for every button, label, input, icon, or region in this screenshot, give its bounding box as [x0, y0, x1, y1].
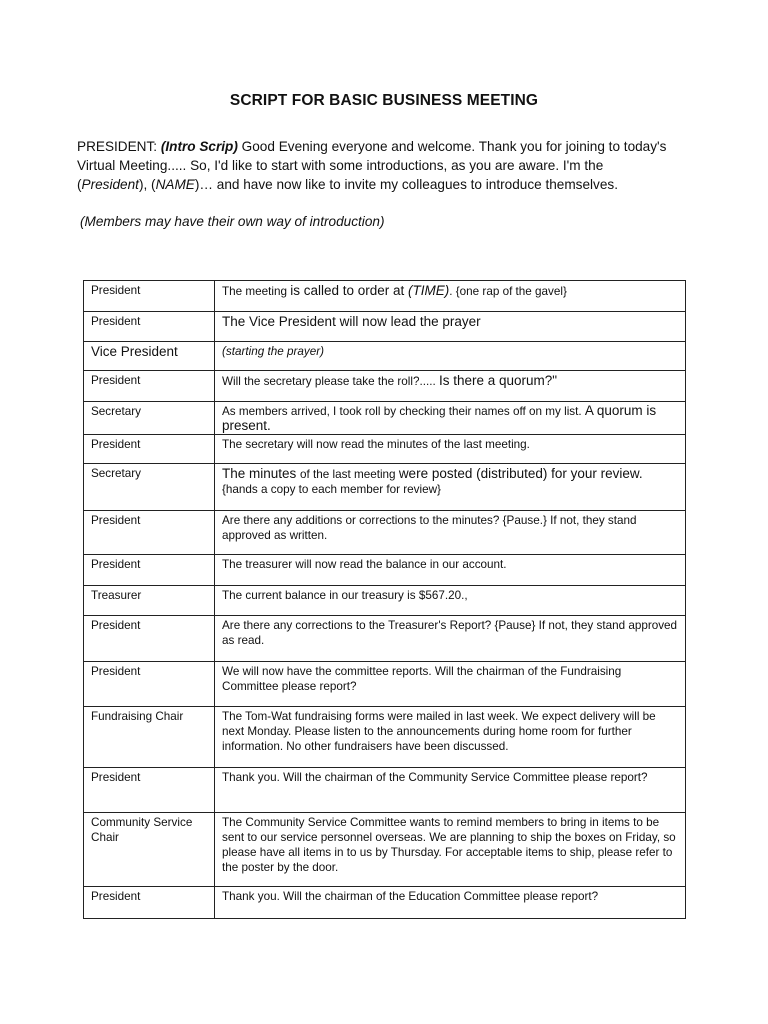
role-cell: President [84, 887, 215, 919]
table-row [84, 435, 686, 464]
intro-paragraph [77, 137, 697, 194]
role-cell: President [84, 511, 215, 555]
line-cell [215, 342, 686, 371]
line-cell: The secretary will now read the minutes of the last meeting. [215, 435, 686, 464]
line-cell: The Tom-Wat fundraising forms were mailed in last week. We expect delivery will be next Monday. Please listen to the announcements during home room for further information. No other fundraisers have been discussed. [215, 707, 686, 768]
table-row [84, 662, 686, 707]
intro-president: President [81, 177, 139, 192]
line-text: is called to order at [290, 283, 409, 298]
role-cell: President [84, 768, 215, 813]
line-cell: Are there any additions or corrections to the minutes? {Pause.} If not, they stand approved as written. [215, 511, 686, 555]
line-cell [215, 281, 686, 312]
line-text: A quorum is present. [222, 403, 657, 433]
table-row [84, 511, 686, 555]
role-cell: Treasurer [84, 586, 215, 616]
intro-name: NAME [155, 177, 195, 192]
table-row [84, 464, 686, 511]
line-text: The meeting [222, 285, 291, 298]
role-cell: President [84, 435, 215, 464]
table-row [84, 281, 686, 312]
role-cell: President [84, 371, 215, 402]
line-cell [215, 464, 686, 511]
line-text: The minutes [222, 466, 301, 481]
line-text: {hands a copy to each member for review} [222, 483, 441, 496]
table-row [84, 813, 686, 887]
line-text: The Vice President will now lead the prayer [222, 314, 481, 329]
line-text: . {one rap of the gavel} [449, 285, 567, 298]
line-text: (TIME) [408, 283, 450, 298]
line-text: As members arrived, I took roll by checking their names off on my list. [222, 405, 585, 418]
line-cell [215, 312, 686, 342]
line-text: were posted (distributed) for your review. [398, 466, 643, 481]
line-cell: Are there any corrections to the Treasurer's Report? {Pause} If not, they stand approved as read. [215, 616, 686, 662]
role-cell: President [84, 555, 215, 586]
line-text: Will the secretary please take the roll?..... [222, 375, 439, 388]
role-cell: Vice President [84, 342, 215, 371]
table-row [84, 616, 686, 662]
line-cell: The Community Service Committee wants to remind members to bring in items to be sent to our service personnel overseas. We are planning to ship the boxes on Friday, so please have all items in to us by Thursday. For acceptable items to ship, please refer to the poster by the door. [215, 813, 686, 887]
role-cell: Fundraising Chair [84, 707, 215, 768]
line-cell: The treasurer will now read the balance in our account. [215, 555, 686, 586]
table-row [84, 312, 686, 342]
table-row [84, 555, 686, 586]
intro-speaker: PRESIDENT: [77, 139, 158, 154]
role-cell: President [84, 281, 215, 312]
line-text: Is there a quorum?" [438, 373, 558, 388]
line-text: (starting the prayer) [222, 345, 324, 358]
table-row [84, 371, 686, 402]
role-cell: Community Service Chair [84, 813, 215, 887]
role-cell: Secretary [84, 402, 215, 435]
table-row [84, 402, 686, 435]
line-cell: Thank you. Will the chairman of the Education Committee please report? [215, 887, 686, 919]
table-row [84, 586, 686, 616]
members-note: (Members may have their own way of introduction) [80, 214, 385, 229]
intro-line2: Virtual Meeting..... So, I'd like to start with some introductions, as you are aware. I'm the [77, 158, 604, 173]
intro-mid: ), ( [138, 177, 156, 192]
role-cell: President [84, 312, 215, 342]
role-cell: President [84, 662, 215, 707]
intro-paren: ( [77, 177, 82, 192]
intro-close: )… and have now like to invite my colleagues to introduce themselves. [194, 177, 618, 192]
role-cell: President [84, 616, 215, 662]
line-text: of the last meeting [300, 468, 399, 481]
line-cell: We will now have the committee reports. Will the chairman of the Fundraising Committee please report? [215, 662, 686, 707]
script-table [83, 280, 686, 919]
document-title: SCRIPT FOR BASIC BUSINESS MEETING [229, 92, 539, 109]
line-cell: The current balance in our treasury is $567.20., [215, 586, 686, 616]
line-cell [215, 371, 686, 402]
line-cell [215, 402, 686, 435]
intro-line1: Good Evening everyone and welcome. Thank you for joining to today's [241, 139, 667, 154]
table-row [84, 768, 686, 813]
intro-label: (Intro Scrip) [160, 139, 238, 154]
table-row [84, 887, 686, 919]
table-row [84, 707, 686, 768]
table-row [84, 342, 686, 371]
line-cell: Thank you. Will the chairman of the Community Service Committee please report? [215, 768, 686, 813]
role-cell: Secretary [84, 464, 215, 511]
